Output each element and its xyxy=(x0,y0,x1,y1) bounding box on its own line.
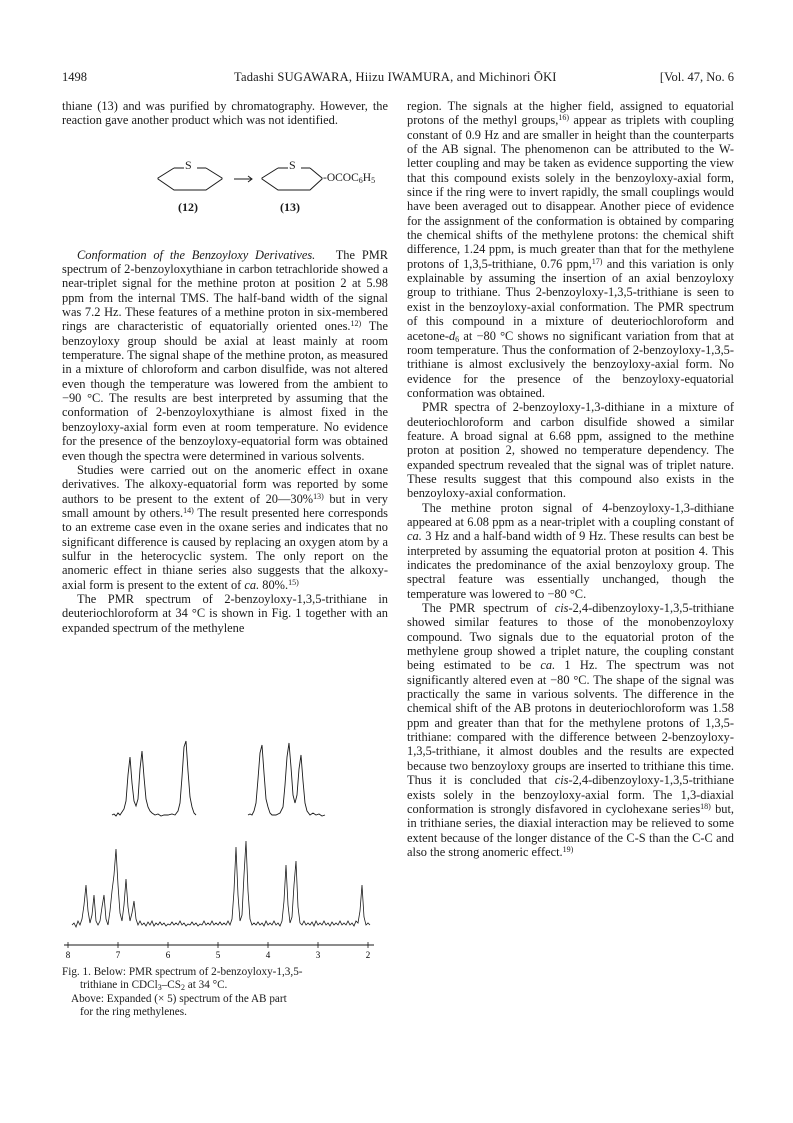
reference-marker: 12) xyxy=(350,319,362,329)
reference-marker: 18) xyxy=(700,801,711,811)
italic-text: ca. xyxy=(540,658,556,673)
x-tick-label: 2 xyxy=(365,950,371,960)
paragraph-text: at −80 °C shows no significant variation from that at room temperature. Thus the conformation of 2-benzoyloxy-1,3,5-trithiane is almost exclusively the benzoyloxy-axial form. No evidence for the presence of the benzoyloxy-equatorial conformation was obtained. xyxy=(407,328,734,400)
caption-text: at 34 °C. xyxy=(184,979,228,992)
paragraph-text: but in very small amount by others. xyxy=(62,491,388,520)
reference-marker: 16) xyxy=(558,113,570,123)
x-tick-label: 5 xyxy=(215,950,221,960)
figure-caption xyxy=(62,966,388,1019)
caption-line: Fig. 1. Below: PMR spectrum of 2-benzoyloxy-1,3,5- xyxy=(62,966,303,978)
subscript: 3 xyxy=(157,983,162,993)
italic-text: d xyxy=(448,328,456,343)
paragraph xyxy=(62,592,388,635)
subscript: 2 xyxy=(180,983,185,993)
reference-marker: 17) xyxy=(591,256,603,266)
paragraph-text: The benzoyloxy group should be axial at least mainly at room temperature. The signal shape of the methine proton, as measured in a mixture of chloroform and carbon disulfide, was not altered even though the temperature was lowered from the ambient to −90 °C. The results are best interpreted by assuming that the conformation of 2-benzoyloxythiane is almost fixed in the benzoyloxy-axial form even at room temperature. No evidence for the presence of the benzoyloxy-equatorial form was obtained even though the spectra were determined in various solvents. xyxy=(62,319,389,463)
paragraph-text: thiane (13) and was purified by chromatography. However, the reaction gave another product which was not identified. xyxy=(62,99,388,128)
paragraph xyxy=(407,601,734,859)
page-number: 1498 xyxy=(62,70,87,84)
reference-marker: 15) xyxy=(288,577,299,587)
subscript: 6 xyxy=(358,176,363,185)
right-column xyxy=(407,99,734,859)
paragraph xyxy=(62,99,388,128)
spectrum-plot xyxy=(62,735,382,960)
caption-text: trithiane in CDCl xyxy=(80,979,158,992)
paragraph-text: -2,4-dibenzoyloxy-1,3,5-trithiane exists solely in the benzoyloxy-axial form. The 1,3-diaxial conformation is strongly disfavored in cyclohexane series xyxy=(407,773,734,816)
paragraph-text: The PMR spectrum of 2-benzoyloxy-1,3,5-trithiane in deuteriochloroform at 34 °C is shown in Fig. 1 together with an expanded spectrum of the methylene xyxy=(62,591,388,635)
reaction-scheme xyxy=(140,150,376,220)
italic-text: cis xyxy=(554,601,569,616)
reference-marker: 14) xyxy=(183,505,194,515)
paragraph-text: The PMR spectrum of xyxy=(422,601,555,616)
paragraph-text: 3 Hz and a half-band width of 9 Hz. These results can best be interpreted by assuming the equatorial proton at position 4. This indicates the predominance of the axial benzoyloxy group. The spectral feature was essentially unchanged, though the temperature was lowered to −80 °C. xyxy=(407,529,734,601)
substituent-text: -OCOC xyxy=(323,172,359,184)
subscript: 5 xyxy=(371,176,376,185)
compound-label: (13) xyxy=(280,200,300,214)
caption-line xyxy=(62,979,388,992)
paragraph-text: 80%. xyxy=(259,577,289,592)
running-header xyxy=(62,70,734,88)
paragraph-text: 1 Hz. The spectrum was not significantly altered even at −80 °C. The shape of the signal was practically the same in various solvents. The difference in the chemical shift of the AB protons in deuteriochloroform was 1.58 ppm and greater than that for the methylene protons of 1,3,5-trithiane: compared with the difference between 2-benzoyloxy-1,3,5-trithiane, it almost doubles and the results are expected because two benzoyloxy groups are inserted to trithiane this time. Thus it is concluded that xyxy=(407,658,735,788)
x-tick-label: 3 xyxy=(315,950,321,960)
header-volume: [Vol. 47, No. 6 xyxy=(659,70,734,84)
section-heading: Conformation of the Benzoyloxy Derivatives. xyxy=(77,247,316,262)
substituent-text: H xyxy=(362,172,372,184)
paragraph-text: but, in trithiane series, the diaxial interaction may be relieved to some extent because of the longer distance of the C-S than the C-C and also the strong anomeric effect. xyxy=(407,801,735,859)
ring-atom-label: S xyxy=(289,158,296,172)
italic-text: ca. xyxy=(407,529,422,544)
paragraph xyxy=(407,99,734,400)
paragraph xyxy=(62,463,388,592)
paragraph xyxy=(407,400,734,500)
paragraph-text: The result presented here corresponds to an extreme case even in the oxane series and indicates that no significant difference is caused by replacing an oxygen atom by a sulfur in the heterocyclic system. The only report on the anomeric effect in thiane series also suggests that the alkoxy-axial form is present to the extent of xyxy=(62,505,388,592)
full-spectrum-trace xyxy=(72,841,370,927)
paragraph xyxy=(62,248,388,463)
paragraph xyxy=(407,501,734,601)
paragraph-text: Studies were carried out on the anomeric effect in oxane derivatives. The alkoxy-equatorial form was reported by some authors to be present to the extent of 20—30% xyxy=(62,462,388,506)
x-tick-label: 6 xyxy=(165,950,171,960)
reference-marker: 13) xyxy=(313,491,324,501)
paragraph-text: and this variation is only explainable by assuming the insertion of an axial benzoyloxy group to trithiane. Thus 2-benzoyloxy-1,3,5-trithiane is seen to exist in the benzoyloxy-axial conformation. The PMR spectrum of this compound in a mixture of deuteriochloroform and acetone- xyxy=(407,256,734,343)
header-authors: Tadashi SUGAWARA, Hiizu IWAMURA, and Michinori ŌKI xyxy=(234,70,557,84)
x-tick-label: 7 xyxy=(115,950,121,960)
compound-label: (12) xyxy=(178,200,198,214)
substituent-label xyxy=(323,172,375,184)
subscript: 6 xyxy=(455,334,460,344)
paragraph-text: appear as triplets with coupling constant of 0.9 Hz and are smaller in height than the counterparts of the AB signal. The phenomenon can be attributed to the W-letter coupling and may be taken as evidence supporting the view that this compound exists solely in the benzoyloxy-axial form, since if the ring were to invert rapidly, the small couplings would have been averaged out to disappear. Another piece of evidence for the assignment of the conformation is obtained by comparing the chemical shifts of the methylene protons: the chemical shift difference, 1.24 ppm, is much greater than that for the methylene protons of 1,3,5-trithiane, 0.76 ppm, xyxy=(407,113,734,271)
paragraph-text: -2,4-dibenzoyloxy-1,3,5-trithiane showed similar features to those of the monobenzoyloxy compound. Two signals due to the equatorial proton of the methylene group showed a triplet nature, the coupling constant being estimated to be xyxy=(407,601,734,673)
italic-text: ca. xyxy=(244,577,260,592)
paragraph-text: The PMR spectrum of 2-benzoyloxythiane in carbon tetrachloride showed a near-triplet signal for the methine proton at position 2 at 5.98 ppm from the internal TMS. The half-band width of the signal was 7.2 Hz. These features of a methine proton in six-membered rings are characteristic of equatorially oriented ones. xyxy=(62,247,388,334)
figure-pmr-spectrum xyxy=(62,735,382,960)
x-tick-label: 4 xyxy=(265,950,271,960)
italic-text: cis xyxy=(554,773,569,788)
ring-atom-label: S xyxy=(185,158,192,172)
paragraph-text: The methine proton signal of 4-benzoyloxy-1,3-dithiane appeared at 6.08 ppm as a near-triplet with a coupling constant of xyxy=(407,500,734,529)
expanded-spectrum-trace xyxy=(112,741,325,816)
caption-line: Above: Expanded (× 5) spectrum of the AB part xyxy=(71,992,287,1005)
reference-marker: 19) xyxy=(562,844,574,854)
x-tick-label: 8 xyxy=(65,950,71,960)
paragraph-text: PMR spectra of 2-benzoyloxy-1,3-dithiane in a mixture of deuteriochloroform and carbon disulfide showed a similar feature. A broad signal at 6.68 ppm, assigned to the methine proton at position 2, showed no temperature dependency. The expanded spectrum revealed that the signal was of triplet nature. These results suggest that this compound also exists in the benzoyloxy-axial conformation. xyxy=(407,400,734,501)
caption-text: –CS xyxy=(161,979,181,992)
paragraph-text: region. The signals at the higher field, assigned to equatorial protons of the methyl groups, xyxy=(407,99,734,128)
caption-line: for the ring methylenes. xyxy=(80,1005,187,1018)
scheme-drawing xyxy=(140,150,360,220)
